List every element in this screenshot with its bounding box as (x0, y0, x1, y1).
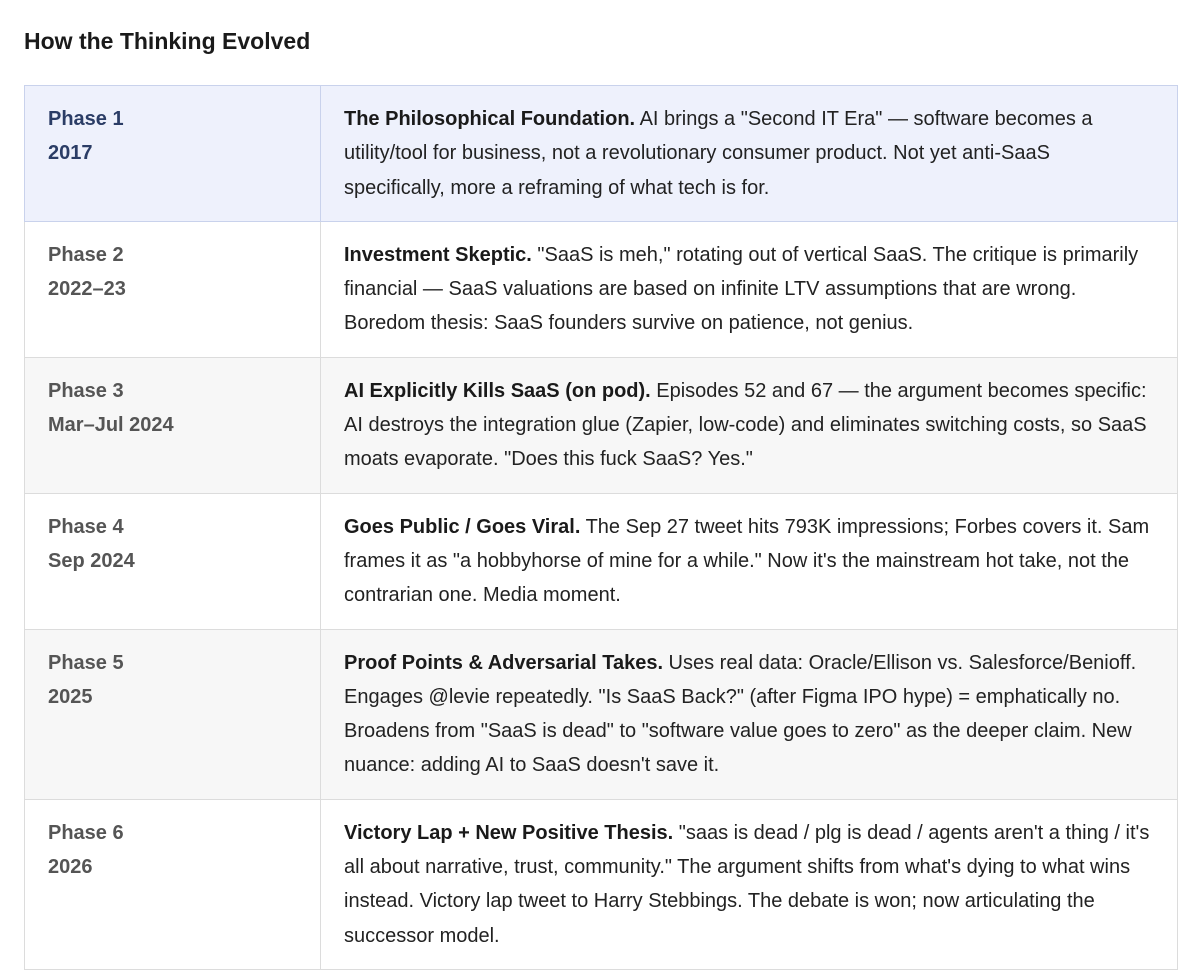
phase-title: The Philosophical Foundation. (344, 108, 636, 130)
phase-description: AI brings a "Second IT Era" — software becomes a utility/tool for business, not a revolutionary consumer product. Not yet anti-SaaS specifically, more a reframing of what tech is for. (344, 108, 1093, 199)
phase-period: Mar–Jul 2024 (48, 414, 174, 437)
description-cell (321, 629, 1178, 799)
phase-cell (25, 357, 321, 493)
phase-description: "SaaS is meh," rotating out of vertical SaaS. The critique is primarily financial — SaaS valuations are based on infinite LTV assumptions that are wrong. Boredom thesis: SaaS founders survive on patience, not genius. (344, 243, 1139, 335)
table-row-phase-1 (25, 86, 1178, 222)
description-cell (321, 221, 1178, 357)
phase-cell (25, 86, 321, 222)
phase-timeline-table (24, 85, 1178, 970)
table-row-phase-4 (25, 493, 1178, 629)
phase-title: Victory Lap + New Positive Thesis. (344, 821, 674, 844)
phase-description: The Sep 27 tweet hits 793K impressions; Forbes covers it. Sam frames it as "a hobbyhorse of mine for a while." Now it's the mainstream hot take, not the contrarian one. Media moment. (344, 515, 1150, 607)
description-cell (321, 357, 1178, 493)
phase-cell (25, 493, 321, 629)
phase-cell (25, 221, 321, 357)
phase-cell (25, 799, 321, 969)
phase-title: Investment Skeptic. (344, 243, 532, 266)
phase-period: Sep 2024 (48, 549, 135, 572)
phase-period: 2025 (48, 685, 93, 708)
table-row-phase-3 (25, 357, 1178, 493)
phase-title: Goes Public / Goes Viral. (344, 515, 581, 538)
phase-label: Phase 4 (48, 515, 124, 538)
phase-period: 2017 (48, 142, 93, 165)
phase-cell (25, 629, 321, 799)
phase-description: Episodes 52 and 67 — the argument becomes specific: AI destroys the integration glue (Zapier, low-code) and eliminates switching costs, so SaaS moats evaporate. "Does this fuck SaaS? Yes." (344, 379, 1147, 471)
page-title: How the Thinking Evolved (24, 28, 311, 54)
phase-label: Phase 3 (48, 379, 124, 402)
table-row-phase-5 (25, 629, 1178, 799)
phase-label: Phase 5 (48, 651, 124, 674)
phase-description: Uses real data: Oracle/Ellison vs. Salesforce/Benioff. Engages @levie repeatedly. "Is SaaS Back?" (after Figma IPO hype) = emphatically no. Broadens from "SaaS is dead" to "software value goes to zero" as the deeper claim. New nuance: adding AI to SaaS doesn't save it. (344, 651, 1137, 777)
description-cell (321, 799, 1178, 969)
phase-description: "saas is dead / plg is dead / agents aren't a thing / it's all about narrative, trust, community." The argument shifts from what's dying to what wins instead. Victory lap tweet to Harry Stebbings. The debate is won; now articulating the successor model. (344, 821, 1150, 947)
description-cell (321, 86, 1178, 222)
table-row-phase-6 (25, 799, 1178, 969)
phase-title: AI Explicitly Kills SaaS (on pod). (344, 379, 651, 402)
description-cell (321, 493, 1178, 629)
phase-period: 2026 (48, 856, 93, 879)
phase-period: 2022–23 (48, 278, 126, 301)
phase-label: Phase 1 (48, 108, 124, 130)
phase-label: Phase 2 (48, 243, 124, 266)
phase-title: Proof Points & Adversarial Takes. (344, 651, 663, 674)
phase-label: Phase 6 (48, 821, 124, 844)
table-row-phase-2 (25, 221, 1178, 357)
